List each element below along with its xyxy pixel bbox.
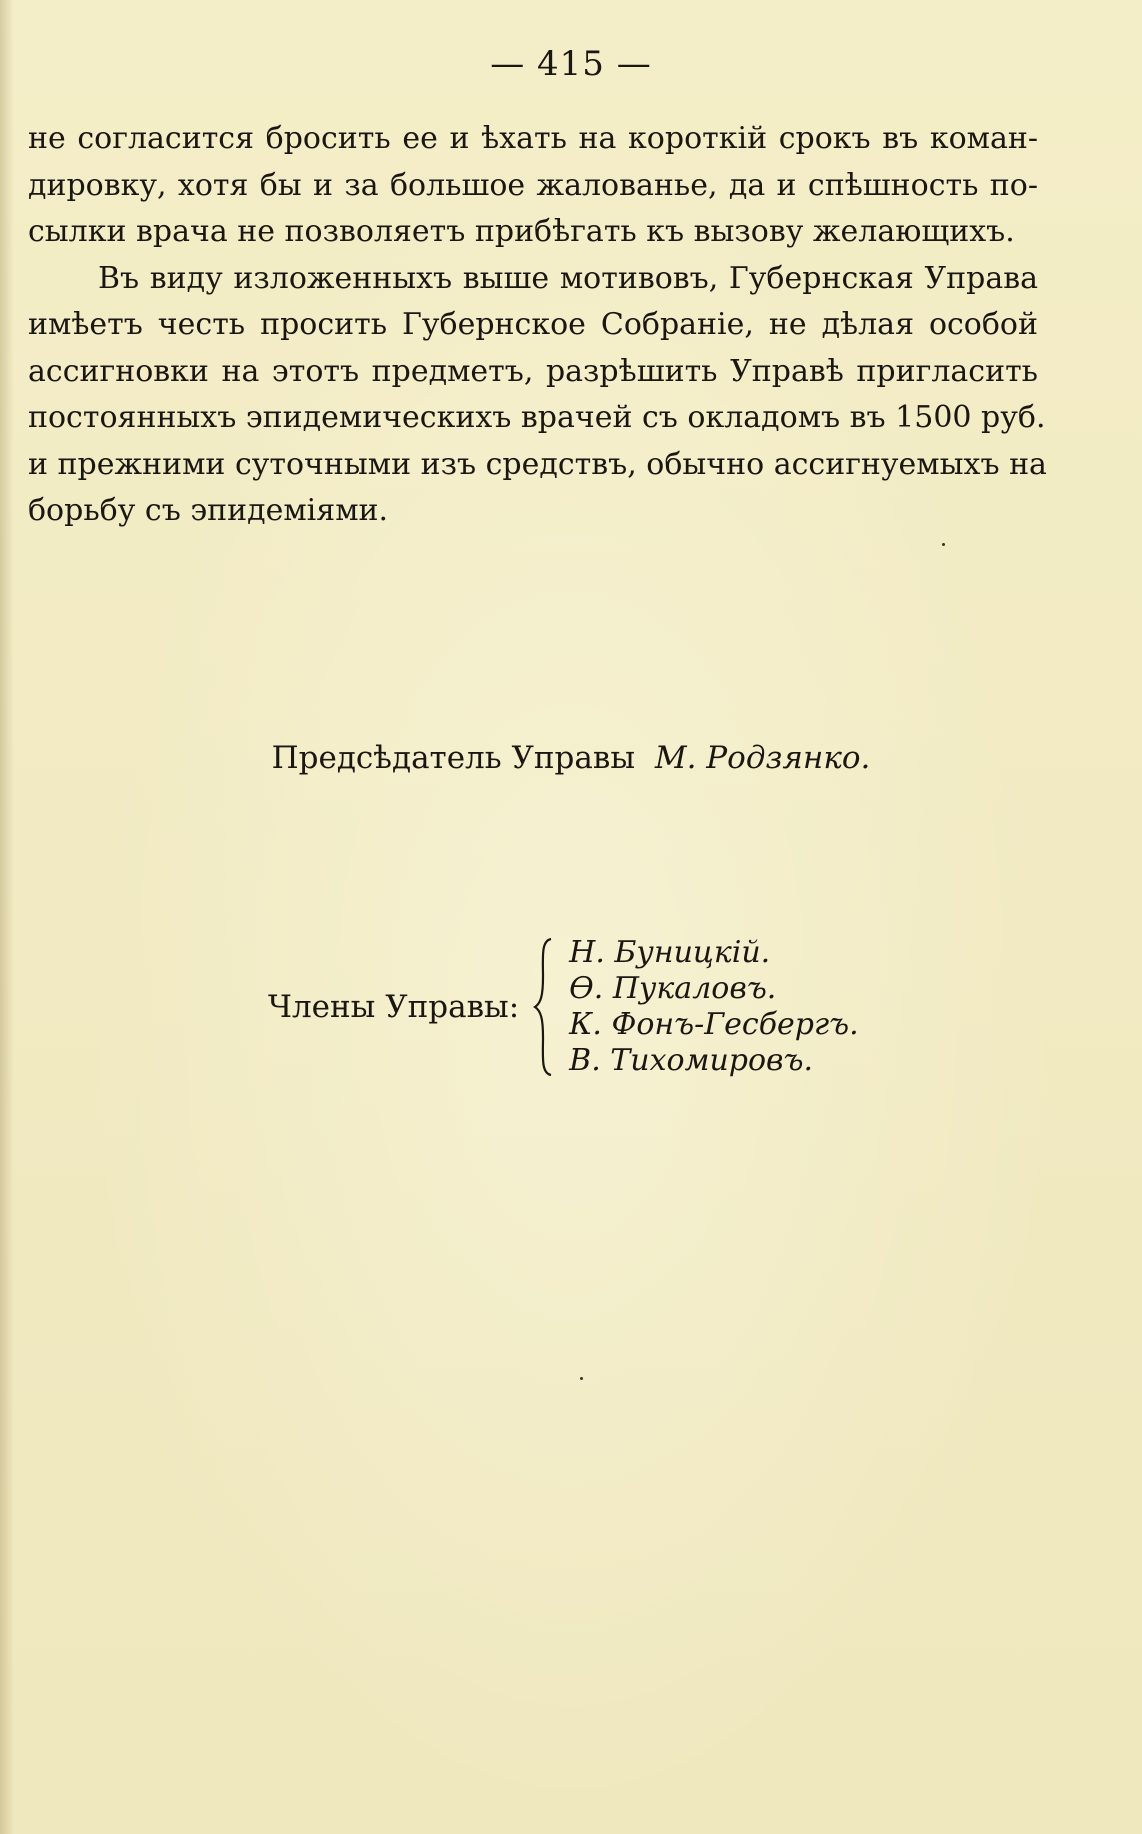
paragraph2-line: ассигновки на этотъ предметъ, разрѣшить Управѣ пригласить [28, 353, 1038, 389]
paragraph2-line: борьбу съ эпидеміями. [28, 493, 389, 528]
member-name: Н. Буницкій. [569, 935, 771, 970]
chairman-signature [0, 740, 1142, 776]
ink-speck [942, 543, 945, 546]
paragraph2-line: Въ виду изложенныхъ выше мотивовъ, Губернская Управа [98, 260, 1038, 296]
body-text [28, 116, 1047, 535]
chairman-label: Предсѣдатель Управы [271, 740, 635, 776]
members-list [569, 935, 859, 1079]
paragraph2-line: имѣетъ честь просить Губернское Собраніе, не дѣлая особой [28, 307, 1038, 342]
member-name: К. Фонъ-Гесбергъ. [569, 1007, 859, 1042]
curly-brace-icon [533, 937, 555, 1077]
page-edge-shadow [0, 0, 14, 1834]
board-members [268, 935, 859, 1079]
paragraph1-line: сылки врача не позволяетъ прибѣгать къ вызову желающихъ. [28, 214, 1015, 249]
paragraph2-line: и прежними суточными изъ средствъ, обычно ассигнуемыхъ на [28, 446, 1047, 482]
member-name: Ѳ. Пукаловъ. [569, 971, 777, 1006]
members-label: Члены Управы: [268, 989, 520, 1025]
paragraph2-line: постоянныхъ эпидемическихъ врачей съ окладомъ въ 1500 руб. [28, 400, 1046, 435]
paragraph1-line: дировку, хотя бы и за большое жалованье, да и спѣшность по- [28, 167, 1038, 203]
member-name: В. Тихомировъ. [569, 1043, 814, 1078]
ink-speck [580, 1377, 583, 1380]
paragraph1-line: не согласится бросить ее и ѣхать на короткій срокъ въ коман- [28, 121, 1038, 156]
page-number: — 415 — [490, 44, 652, 84]
chairman-name: М. Родзянко. [654, 740, 871, 776]
